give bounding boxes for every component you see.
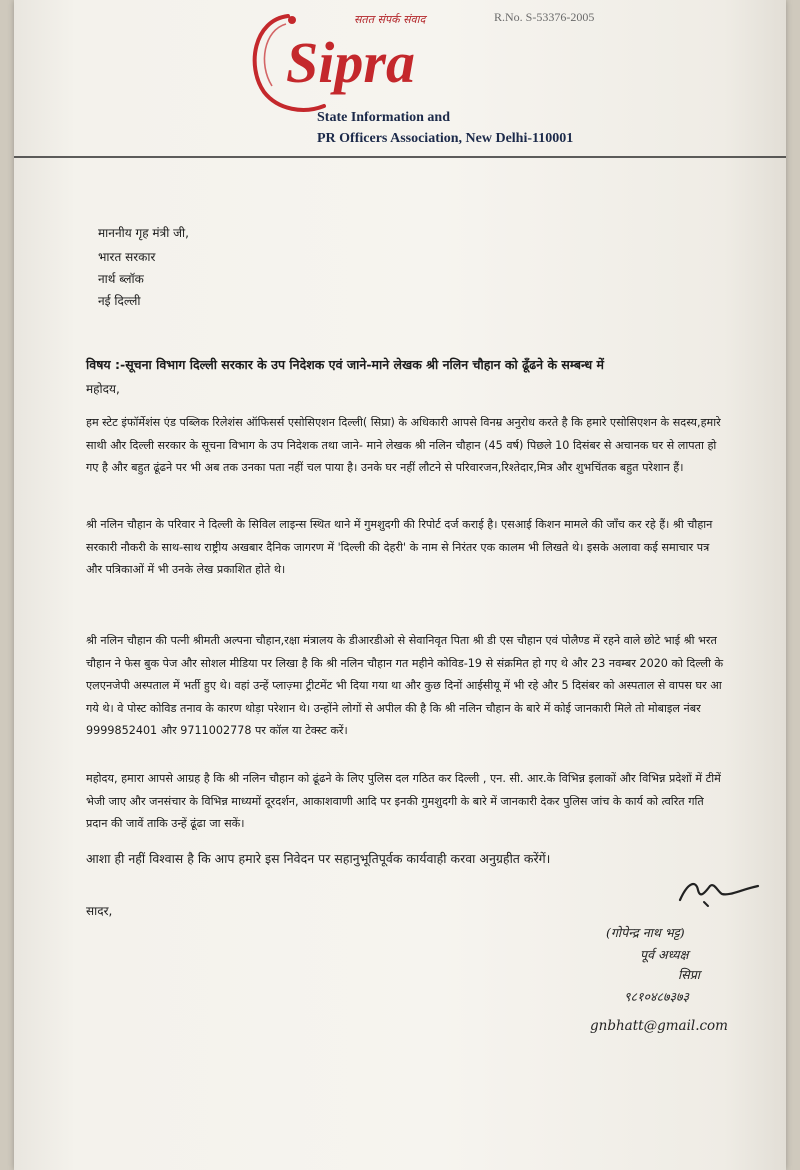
recipient-title: माननीय गृह मंत्री जी, (98, 226, 189, 240)
header-divider (14, 156, 786, 158)
signatory-phone: ९८१०४८७३७३ (624, 989, 690, 1004)
paragraph-4: महोदय, हमारा आपसे आग्रह है कि श्री नलिन चौहान को ढूंढने के लिए पुलिस दल गठित कर दिल्ली , एन. सी. आर.के विभिन्न इलाकों और विभिन्न प्रदेशों में टीमें भेजी जाए और जनसंचार के विभिन्न माध्यमों दूरदर्शन, आकाशवाणी आदि पर इनकी गुमशुदगी के बारे में जानकारी देकर पुलिस जांच के कार्य को त्वरित गति प्रदान की जावें ताकि उन्हें ढूंढा जा सकें। (86, 772, 721, 830)
salutation: महोदय, (86, 382, 120, 396)
registration-number: R.No. S-53376-2005 (494, 10, 595, 24)
paragraph-3: श्री नलिन चौहान की पत्नी श्रीमती अल्पना चौहान,रक्षा मंत्रालय के डीआरडीओ से सेवानिवृत पिता श्री डी एस चौहान एवं पोलैण्ड में रहने वाले छोटे भाई श्री भरत चौहान ने फेस बुक पेज और सोशल मीडिया पर लिखा है कि श्री नलिन चौहान गत महीने कोविड-19 से संक्रमित हो गए थे और 23 नवम्बर 2020 को दिल्ली के एलएनजेपी अस्पताल में भर्ती हुए थे। वहां उन्हें प्लाज़्मा ट्रीटमेंट भी दिया गया था और कुछ दिनों आईसीयू में भी रहे और 5 दिसंबर को अस्पताल से वापस घर आ गये थे। वे पोस्ट कोविड तनाव के कारण थोड़ा परेशान थे। उन्होंने लोगों से अपील की है कि श्री नलिन चौहान के बारे में कोई जानकारी मिले तो मोबाइल नंबर 9999852401 और 9711002778 पर कॉल या टेक्स्ट करें। (86, 634, 724, 737)
tagline: सतत संपर्क संवाद (354, 13, 426, 26)
signatory-name: (गोपेन्द्र नाथ भट्ट) (606, 925, 685, 940)
signatory-org: सिप्रा (678, 967, 701, 982)
handwritten-signature (674, 872, 764, 912)
paragraph-5: आशा ही नहीं विश्वास है कि आप हमारे इस निवेदन पर सहानुभूतिपूर्वक कार्यवाही करवा अनुग्रहीत करेंगें। (86, 851, 551, 866)
recipient-line-2: नार्थ ब्लॉक (98, 272, 144, 286)
closing: सादर, (86, 904, 113, 918)
paragraph-2: श्री नलिन चौहान के परिवार ने दिल्ली के सिविल लाइन्स स्थित थाने में गुमशुदगी की रिपोर्ट दर्ज कराई है। एसआई किशन मामले की जाँच कर रहे हैं। श्री चौहान सरकारी नौकरी के साथ-साथ राष्ट्रीय अखबार दैनिक जागरण में 'दिल्ली की देहरी' के नाम से निरंतर एक कालम भी लिखते थे। इसके अलावा कई समाचार पत्र और पत्रिकाओं में भी उनके लेख प्रकाशित होते थे। (86, 518, 713, 576)
svg-text:Sipra: Sipra (286, 30, 415, 95)
signatory-email: gnbhatt@gmail.com (590, 1018, 728, 1034)
letter-page (14, 0, 786, 1170)
org-name-line2: PR Officers Association, New Delhi-110001 (317, 131, 574, 146)
recipient-line-1: भारत सरकार (98, 250, 156, 264)
recipient-line-3: नई दिल्ली (98, 294, 141, 308)
subject-line: विषय :-सूचना विभाग दिल्ली सरकार के उप निदेशक एवं जाने-माने लेखक श्री नलिन चौहान को ढूँढने के सम्बन्ध में (86, 357, 605, 372)
signatory-designation: पूर्व अध्यक्ष (640, 947, 689, 962)
paragraph-1: हम स्टेट इंफॉर्मेशंस एंड पब्लिक रिलेशंस ऑफिसर्स एसोसिएशन दिल्ली( सिप्रा) के अधिकारी आपसे विनम्र अनुरोध करते है कि हमारे एसोसिएशन के सदस्य,हमारे साथी और दिल्ली सरकार के सूचना विभाग के उप निदेशक तथा जाने- माने लेखक श्री नलिन चौहान (45 वर्ष) पिछले 10 दिसंबर से अचानक घर से लापता हो गए है और बहुत ढूंढने पर भी अब तक उनका पता नहीं चल पाया है। उनके घर नहीं लौटने से परिवारजन,रिश्तेदार,मित्र और शुभचिंतक बहुत परेशान हैं। (86, 416, 721, 474)
org-name-line1: State Information and (317, 110, 451, 125)
